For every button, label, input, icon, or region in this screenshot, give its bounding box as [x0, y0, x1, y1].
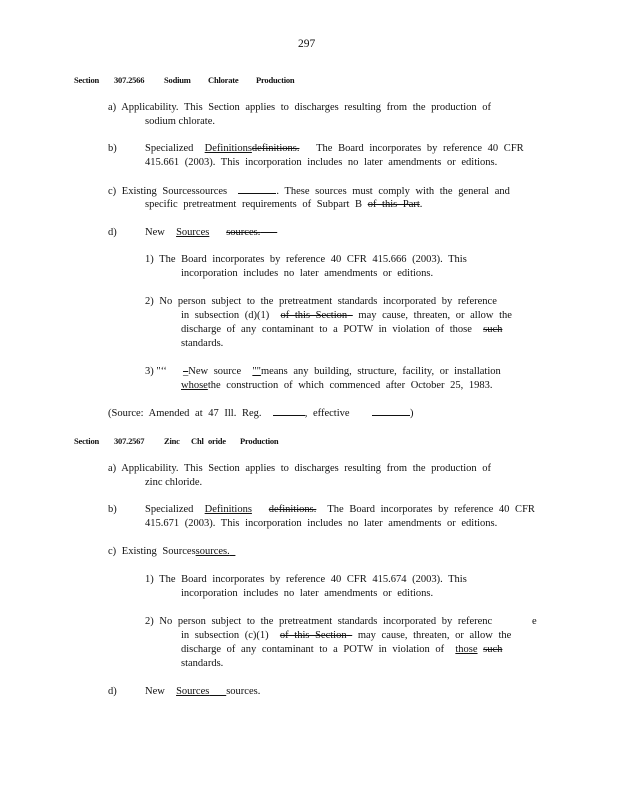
text-run: sources.: [226, 686, 261, 697]
inserted-text: Sources: [176, 686, 210, 697]
text-run: may cause, threaten, or allow the: [357, 630, 512, 641]
deleted-text: of this Section: [279, 630, 347, 641]
text-run: Specialized: [145, 143, 194, 154]
text-run: means any building, structure, facility, or installation: [260, 366, 501, 377]
text-line: incorporation includes no later amendments or editions.: [181, 268, 434, 279]
text-run: may cause, threaten, or allow the: [358, 310, 512, 321]
text-line: [145, 503, 535, 516]
text-line: 1) The Board incorporates by reference 40 CFR 415.674 (2003). This: [145, 574, 467, 585]
inserted-text: whose: [181, 380, 208, 391]
section-label: Section: [74, 75, 100, 85]
text-run: New: [145, 686, 165, 697]
text-run: discharge of any contaminant to a POTW in violation of: [181, 644, 445, 655]
text-run: New source: [188, 366, 242, 377]
text-line: [181, 309, 512, 322]
source-note: [108, 406, 414, 420]
text-run: The Board incorporates by reference 40 CFR: [327, 504, 535, 515]
text-line: a) Applicability. This Section applies to discharges resulting from the production of: [108, 102, 492, 113]
text-run: the construction of which commenced after October 25, 1983.: [207, 380, 493, 391]
deleted-text: definitions.: [251, 143, 300, 154]
text-line: [108, 184, 510, 198]
item-marker: b): [108, 504, 117, 515]
text-run: specific pretreatment requirements of Subpart B: [145, 199, 363, 210]
text-run: c) Existing Sourcessources: [108, 186, 228, 197]
text-line: zinc chloride.: [145, 477, 203, 488]
text-run: in subsection (d)(1): [181, 310, 270, 321]
section-title-word: Production: [256, 75, 295, 85]
deleted-text: such: [483, 324, 503, 335]
text-line: 2) No person subject to the pretreatment standards incorporated by reference: [145, 296, 497, 307]
inserted-text: Definitions: [204, 504, 252, 515]
text-line: a) Applicability. This Section applies to discharges resulting from the production of: [108, 463, 492, 474]
text-line: [145, 685, 260, 698]
blank-line: [372, 406, 410, 416]
section-number: 307.2567: [114, 436, 145, 446]
inserted-text: Sources: [176, 227, 210, 238]
text-run: . These sources must comply with the general and: [276, 186, 510, 197]
page-number: 297: [298, 38, 316, 50]
inserted-text: sources.: [195, 546, 230, 557]
text-run: discharge of any contaminant to a POTW in violation of those: [181, 324, 472, 335]
section-title-word: Chlorate: [208, 75, 239, 85]
text-line: [145, 142, 524, 155]
text-run: , effective: [304, 408, 350, 419]
text-line: 1) The Board incorporates by reference 40 CFR 415.666 (2003). This: [145, 254, 467, 265]
section-label: Section: [74, 436, 100, 446]
deleted-text: of this Part: [367, 199, 420, 210]
text-line: sodium chlorate.: [145, 116, 215, 127]
text-run: The Board incorporates by reference 40 CFR: [316, 143, 524, 154]
item-marker: b): [108, 143, 117, 154]
section-title-word: Zinc: [164, 436, 180, 446]
text-run: New: [145, 227, 165, 238]
inserted-text: "": [252, 366, 261, 377]
section-title-word: Sodium: [164, 75, 191, 85]
section-title-word: Production: [240, 436, 279, 446]
text-line: [181, 379, 493, 392]
deleted-text: definitions.: [268, 504, 317, 515]
section-title-word: Chl: [191, 436, 204, 446]
text-line: incorporation includes no later amendments or editions.: [181, 588, 434, 599]
text-line: [183, 365, 501, 378]
text-line: 415.671 (2003). This incorporation includes no later amendments or editions.: [145, 518, 498, 529]
text-run: c) Existing Sources: [108, 546, 196, 557]
blank-line: [238, 184, 276, 194]
blank-line: [273, 406, 305, 416]
text-line: 2) No person subject to the pretreatment standards incorporated by referenc: [145, 616, 493, 627]
text-run: ): [410, 408, 414, 419]
text-run: .: [419, 199, 423, 210]
item-marker: d): [108, 686, 117, 697]
section-number: 307.2566: [114, 75, 145, 85]
inserted-text: those: [455, 644, 478, 655]
deleted-text: sources.: [226, 227, 261, 238]
text-run: e: [532, 616, 537, 627]
deleted-text: such: [483, 644, 503, 655]
item-marker: 3) "‘‘: [145, 366, 167, 377]
text-line: [181, 629, 511, 642]
text-line: standards.: [181, 338, 224, 349]
text-line: [181, 323, 502, 336]
text-line: [145, 198, 422, 211]
item-marker: d): [108, 227, 117, 238]
text-line: standards.: [181, 658, 224, 669]
text-run: Specialized: [145, 504, 194, 515]
text-line: 415.661 (2003). This incorporation includes no later amendments or editions.: [145, 157, 498, 168]
section-title-word: oride: [208, 436, 226, 446]
text-line: [108, 545, 235, 558]
text-run: in subsection (c)(1): [181, 630, 269, 641]
deleted-text: of this Section: [280, 310, 348, 321]
text-line: [145, 226, 277, 239]
inserted-text: Definitions: [204, 143, 252, 154]
text-line: [181, 643, 502, 656]
deleted-text: _: [183, 366, 189, 377]
text-run: (Source: Amended at 47 Ill. Reg.: [108, 408, 262, 419]
